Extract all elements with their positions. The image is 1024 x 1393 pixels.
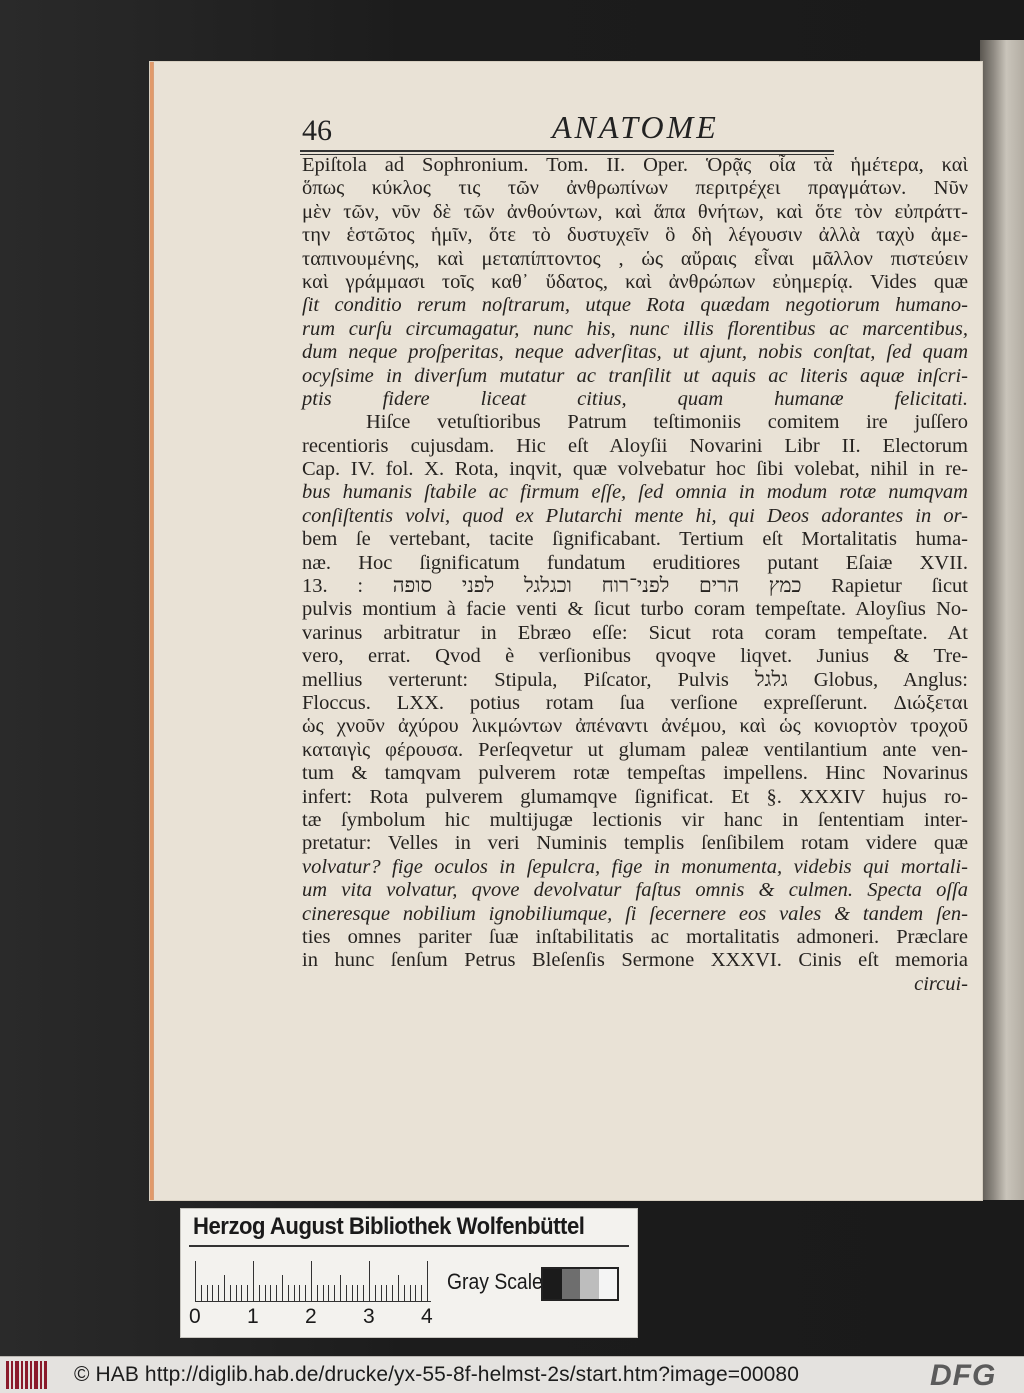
ruler-tick <box>236 1285 237 1301</box>
catchword: circui- <box>914 972 968 995</box>
ruler-tick <box>328 1285 329 1301</box>
gray-scale-label: Gray Scale <box>447 1269 543 1294</box>
text-line: næ. Hoc ſignificatum fundatum eruditiores putant Eſaiæ XVII. <box>302 551 968 574</box>
ruler-tick <box>375 1285 376 1301</box>
ruler-tick <box>369 1261 370 1301</box>
ruler-tick <box>294 1285 295 1301</box>
text-line: 13. : כמץ הרים לפני־רוח וכגלגל לפני סופה Rapietur ſicut <box>302 575 969 598</box>
text-line: Floccus. LXX. potius rotam ſua verſione expreſſerunt. Διώξεται <box>302 691 968 714</box>
text-line: vero, errat. Qvod è verſionibus qvoqve liqvet. Junius & Tre- <box>302 645 968 668</box>
ruler-tick <box>265 1285 266 1301</box>
ruler-number: 3 <box>363 1305 375 1328</box>
gray-swatch <box>599 1269 618 1299</box>
ruler-tick <box>311 1261 312 1301</box>
gray-swatch <box>543 1269 562 1299</box>
ruler-tick <box>282 1275 283 1301</box>
ruler-tick <box>346 1285 347 1301</box>
ruler-tick <box>247 1285 248 1301</box>
ruler-tick <box>398 1275 399 1301</box>
ruler-tick <box>421 1285 422 1301</box>
text-line: mellius verterunt: Stipula, Piſcator, Pulvis גלגל Globus, Anglus: <box>302 668 968 691</box>
text-line: bem ſe vertebant, tacite ſignificabant. Tertium eſt Mortalitatis huma- <box>302 528 968 551</box>
ruler-tick <box>317 1285 318 1301</box>
page-number: 46 <box>302 114 332 147</box>
text-line: in hunc ſenſum Petrus Bleſenſis Sermone XXXVI. Cinis eſt memoria <box>302 949 968 972</box>
ruler-number: 0 <box>189 1305 201 1328</box>
text-line: recentioris cujusdam. Hic eſt Aloyſii Novarini Libr II. Electorum <box>302 434 968 457</box>
ruler-tick <box>212 1285 213 1301</box>
gray-swatch <box>580 1269 599 1299</box>
text-line: μὲν τῶν, νῦν δὲ τῶν ἀνθούντων, καὶ ἅπα θνήτων, καὶ ὅτε τὸν εὐπράττ- <box>302 200 968 223</box>
text-line: ties omnes pariter ſuæ inſtabilitatis ac mortalitatis admoneri. Præclare <box>302 925 968 948</box>
ruler-tick <box>218 1285 219 1301</box>
page-text <box>302 154 968 996</box>
ruler-tick <box>352 1285 353 1301</box>
text-line: volvatur? fige oculos in ſepulcra, fige in monumenta, videbis qui mortali- <box>302 855 968 878</box>
text-line: Hiſce vetuſtioribus Patrum teſtimoniis comitem ire juſſero <box>366 411 968 434</box>
text-line: ptis fidere liceat citius, quam humanæ felicitati. <box>302 387 968 410</box>
ruler-tick <box>323 1285 324 1301</box>
text-line: ὅπως κύκλος τις τῶν ἀνθρωπίνων περιτρέχει πραγμάτων. Νῦν <box>302 177 968 200</box>
text-line: conſiſtentis volvi, quod ex Plutarchi mente hi, qui Deos adorantes in or- <box>302 504 968 527</box>
ruler-tick <box>201 1285 202 1301</box>
ruler-tick <box>415 1285 416 1301</box>
text-line: Cap. IV. fol. X. Rota, inqvit, quæ volvebatur hoc ſibi volebat, nihil in re- <box>302 458 968 481</box>
book-edge <box>980 40 1024 1200</box>
ruler-tick <box>241 1285 242 1301</box>
ruler-tick <box>386 1285 387 1301</box>
text-line: ſit conditio rerum noſtrarum, utque Rota quædam negotiorum humano- <box>302 294 968 317</box>
text-line: tum & tamqvam pulverem rotæ tempeſtas impellens. Hinc Novarinus <box>302 762 968 785</box>
library-name: Herzog August Bibliothek Wolfenbüttel <box>193 1213 585 1240</box>
text-line: bus humanis ſtabile ac firmum eſſe, ſed omnia in modum rotæ numqvam <box>302 481 968 504</box>
text-line: καταιγὶς φέρουσα. Perſeqvetur ut glumam paleæ ventilantium ante ven- <box>302 738 968 761</box>
ruler-number: 2 <box>305 1305 317 1328</box>
barcode-icon <box>6 1361 48 1389</box>
ruler-tick <box>299 1285 300 1301</box>
ruler-tick <box>427 1261 428 1301</box>
text-line: pretatur: Velles in veri Numinis templis ſenſibilem rotam videre quæ <box>302 832 968 855</box>
dfg-logo: DFG <box>930 1359 997 1392</box>
footer-bar <box>0 1356 1024 1393</box>
ruler-tick <box>288 1285 289 1301</box>
scale-ruler <box>195 1261 431 1301</box>
ruler-tick <box>259 1285 260 1301</box>
ruler-tick <box>276 1285 277 1301</box>
text-line: um vita volvatur, qvove devolvatur faſtus omnis & culmen. Spectа oſſa <box>302 879 968 902</box>
ruler-tick <box>305 1285 306 1301</box>
ruler-tick <box>224 1275 225 1301</box>
library-label <box>180 1208 638 1338</box>
text-line: varinus arbitratur in Ebræo eſſe: Sicut rota coram tempeſtate. At <box>302 621 968 644</box>
gray-swatch <box>562 1269 581 1299</box>
ruler-tick <box>404 1285 405 1301</box>
ruler-tick <box>363 1285 364 1301</box>
ruler-tick <box>253 1261 254 1301</box>
text-line: infert: Rota pulverem glumamqve ſignificat. Et §. XXXIV hujus ro- <box>302 785 968 808</box>
text-line: pulvis montium à facie venti & ſicut turbo coram tempeſtate. Aloyſius No- <box>302 598 968 621</box>
ruler-number: 4 <box>421 1305 433 1328</box>
text-line: την ἑστῶτος ἡμῖν, ὅτε τὸ δυστυχεῖν ὃ δὴ λέγουσιν ἀλλὰ ταχὺ ἀμε- <box>302 224 968 247</box>
ruler-baseline <box>195 1301 431 1302</box>
ruler-tick <box>334 1285 335 1301</box>
ruler-tick <box>410 1285 411 1301</box>
ruler-tick <box>207 1285 208 1301</box>
text-line: ocyſsime in diverſum mutatur ac tranſilit ut aquis ac literis aquæ inſcri- <box>302 364 968 387</box>
text-line: καὶ γράμμασι τοῖς καθ᾽ ὕδατος, καὶ ἀνθρώπων εὐημερίᾳ. Vides quæ <box>302 270 968 293</box>
label-divider <box>189 1245 629 1247</box>
ruler-number: 1 <box>247 1305 259 1328</box>
text-line: cineresque nobilium ignobiliumque, ſi ſecernere eos vales & tandem ſen- <box>302 902 968 925</box>
book-page <box>150 62 982 1200</box>
ruler-tick <box>195 1261 196 1301</box>
text-line: ταπινουμένης, καὶ μεταπίπτοντος , ὡς αὔραις εἶναι μᾶλλον πιστεύειν <box>302 247 968 270</box>
ruler-tick <box>357 1285 358 1301</box>
ruler-tick <box>381 1285 382 1301</box>
text-line: tæ ſymbolum hic multijugæ lectionis vir hanc in ſententiam inter- <box>302 808 968 831</box>
ruler-tick <box>270 1285 271 1301</box>
ruler-tick <box>392 1285 393 1301</box>
ruler-tick <box>230 1285 231 1301</box>
running-title: ANATOME <box>552 109 719 145</box>
text-line: dum neque proſperitas, neque adverſitas, ut ajunt, nobis conſtat, ſed quam <box>302 341 968 364</box>
gray-scale-bar <box>541 1267 619 1301</box>
ruler-tick <box>340 1275 341 1301</box>
text-line: Epiſtola ad Sophronium. Tom. II. Oper. Ὁρᾷς οἷα τὰ ἡμέτερα, καὶ <box>302 154 968 176</box>
copyright-link[interactable]: © HAB http://diglib.hab.de/drucke/yx-55-8f-helmst-2s/start.htm?image=00080 <box>74 1363 799 1386</box>
text-line: ὡς χνοῦν ἀχύρου λικμώντων ἀπέναντι ἀνέμου, καὶ ὡς κονιορτὸν τροχοῦ <box>302 715 968 738</box>
text-line: rum curſu circumagatur, nunc his, nunc illis florentibus ac marcentibus, <box>302 317 968 340</box>
